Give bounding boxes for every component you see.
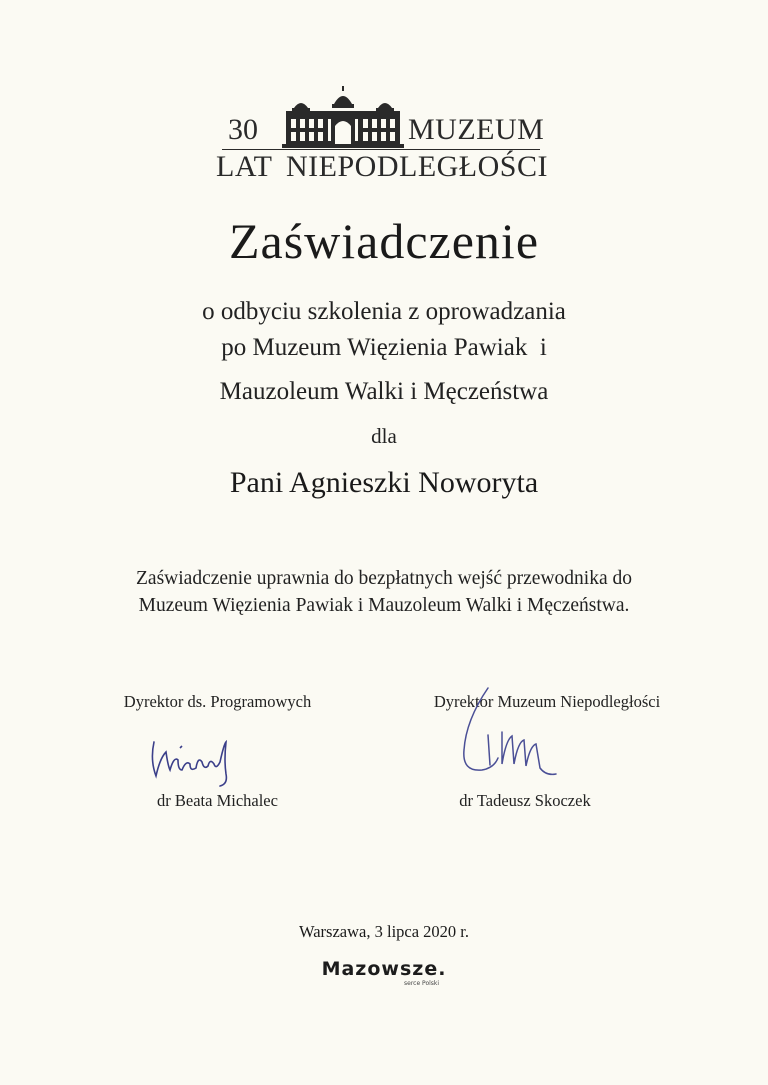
left-signatory-title: Dyrektor ds. Programowych (123, 692, 312, 711)
rights-line-2: Muzeum Więzienia Pawiak i Mauzoleum Walki i Męczeństwa. (138, 595, 630, 616)
left-handwritten-signature (140, 730, 250, 790)
mazowsze-tagline: serce Polski (404, 980, 440, 987)
mazowsze-logo: Mazowsze. (321, 958, 447, 980)
rights-line-1: Zaświadczenie uprawnia do bezpłatnych wejść przewodnika do (136, 568, 632, 589)
place-and-date: Warszawa, 3 lipca 2020 r. (298, 922, 470, 941)
right-handwritten-signature (458, 680, 598, 790)
certificate-line-1: o odbyciu szkolenia z oprowadzania (202, 298, 566, 325)
certificate-line-3: Mauzoleum Walki i Męczeństwa (219, 378, 549, 405)
certificate-line-2: po Muzeum Więzienia Pawiak i (221, 334, 547, 361)
right-signatory-name: dr Tadeusz Skoczek (459, 791, 591, 810)
museum-building-icon (282, 86, 404, 148)
certificate-title: Zaświadczenie (228, 213, 540, 269)
logo-word-niepodleglosci: NIEPODLEGŁOŚCI (286, 150, 548, 183)
logo-word-muzeum: MUZEUM (408, 113, 545, 146)
logo-number: 30 (228, 113, 258, 146)
logo-word-lat: LAT (216, 150, 273, 183)
left-signatory-name: dr Beata Michalec (157, 791, 278, 810)
certificate-line-for: dla (371, 424, 397, 448)
right-signatory-title: Dyrektor Muzeum Niepodległości (433, 692, 661, 711)
recipient-name: Pani Agnieszki Noworyta (229, 466, 539, 499)
